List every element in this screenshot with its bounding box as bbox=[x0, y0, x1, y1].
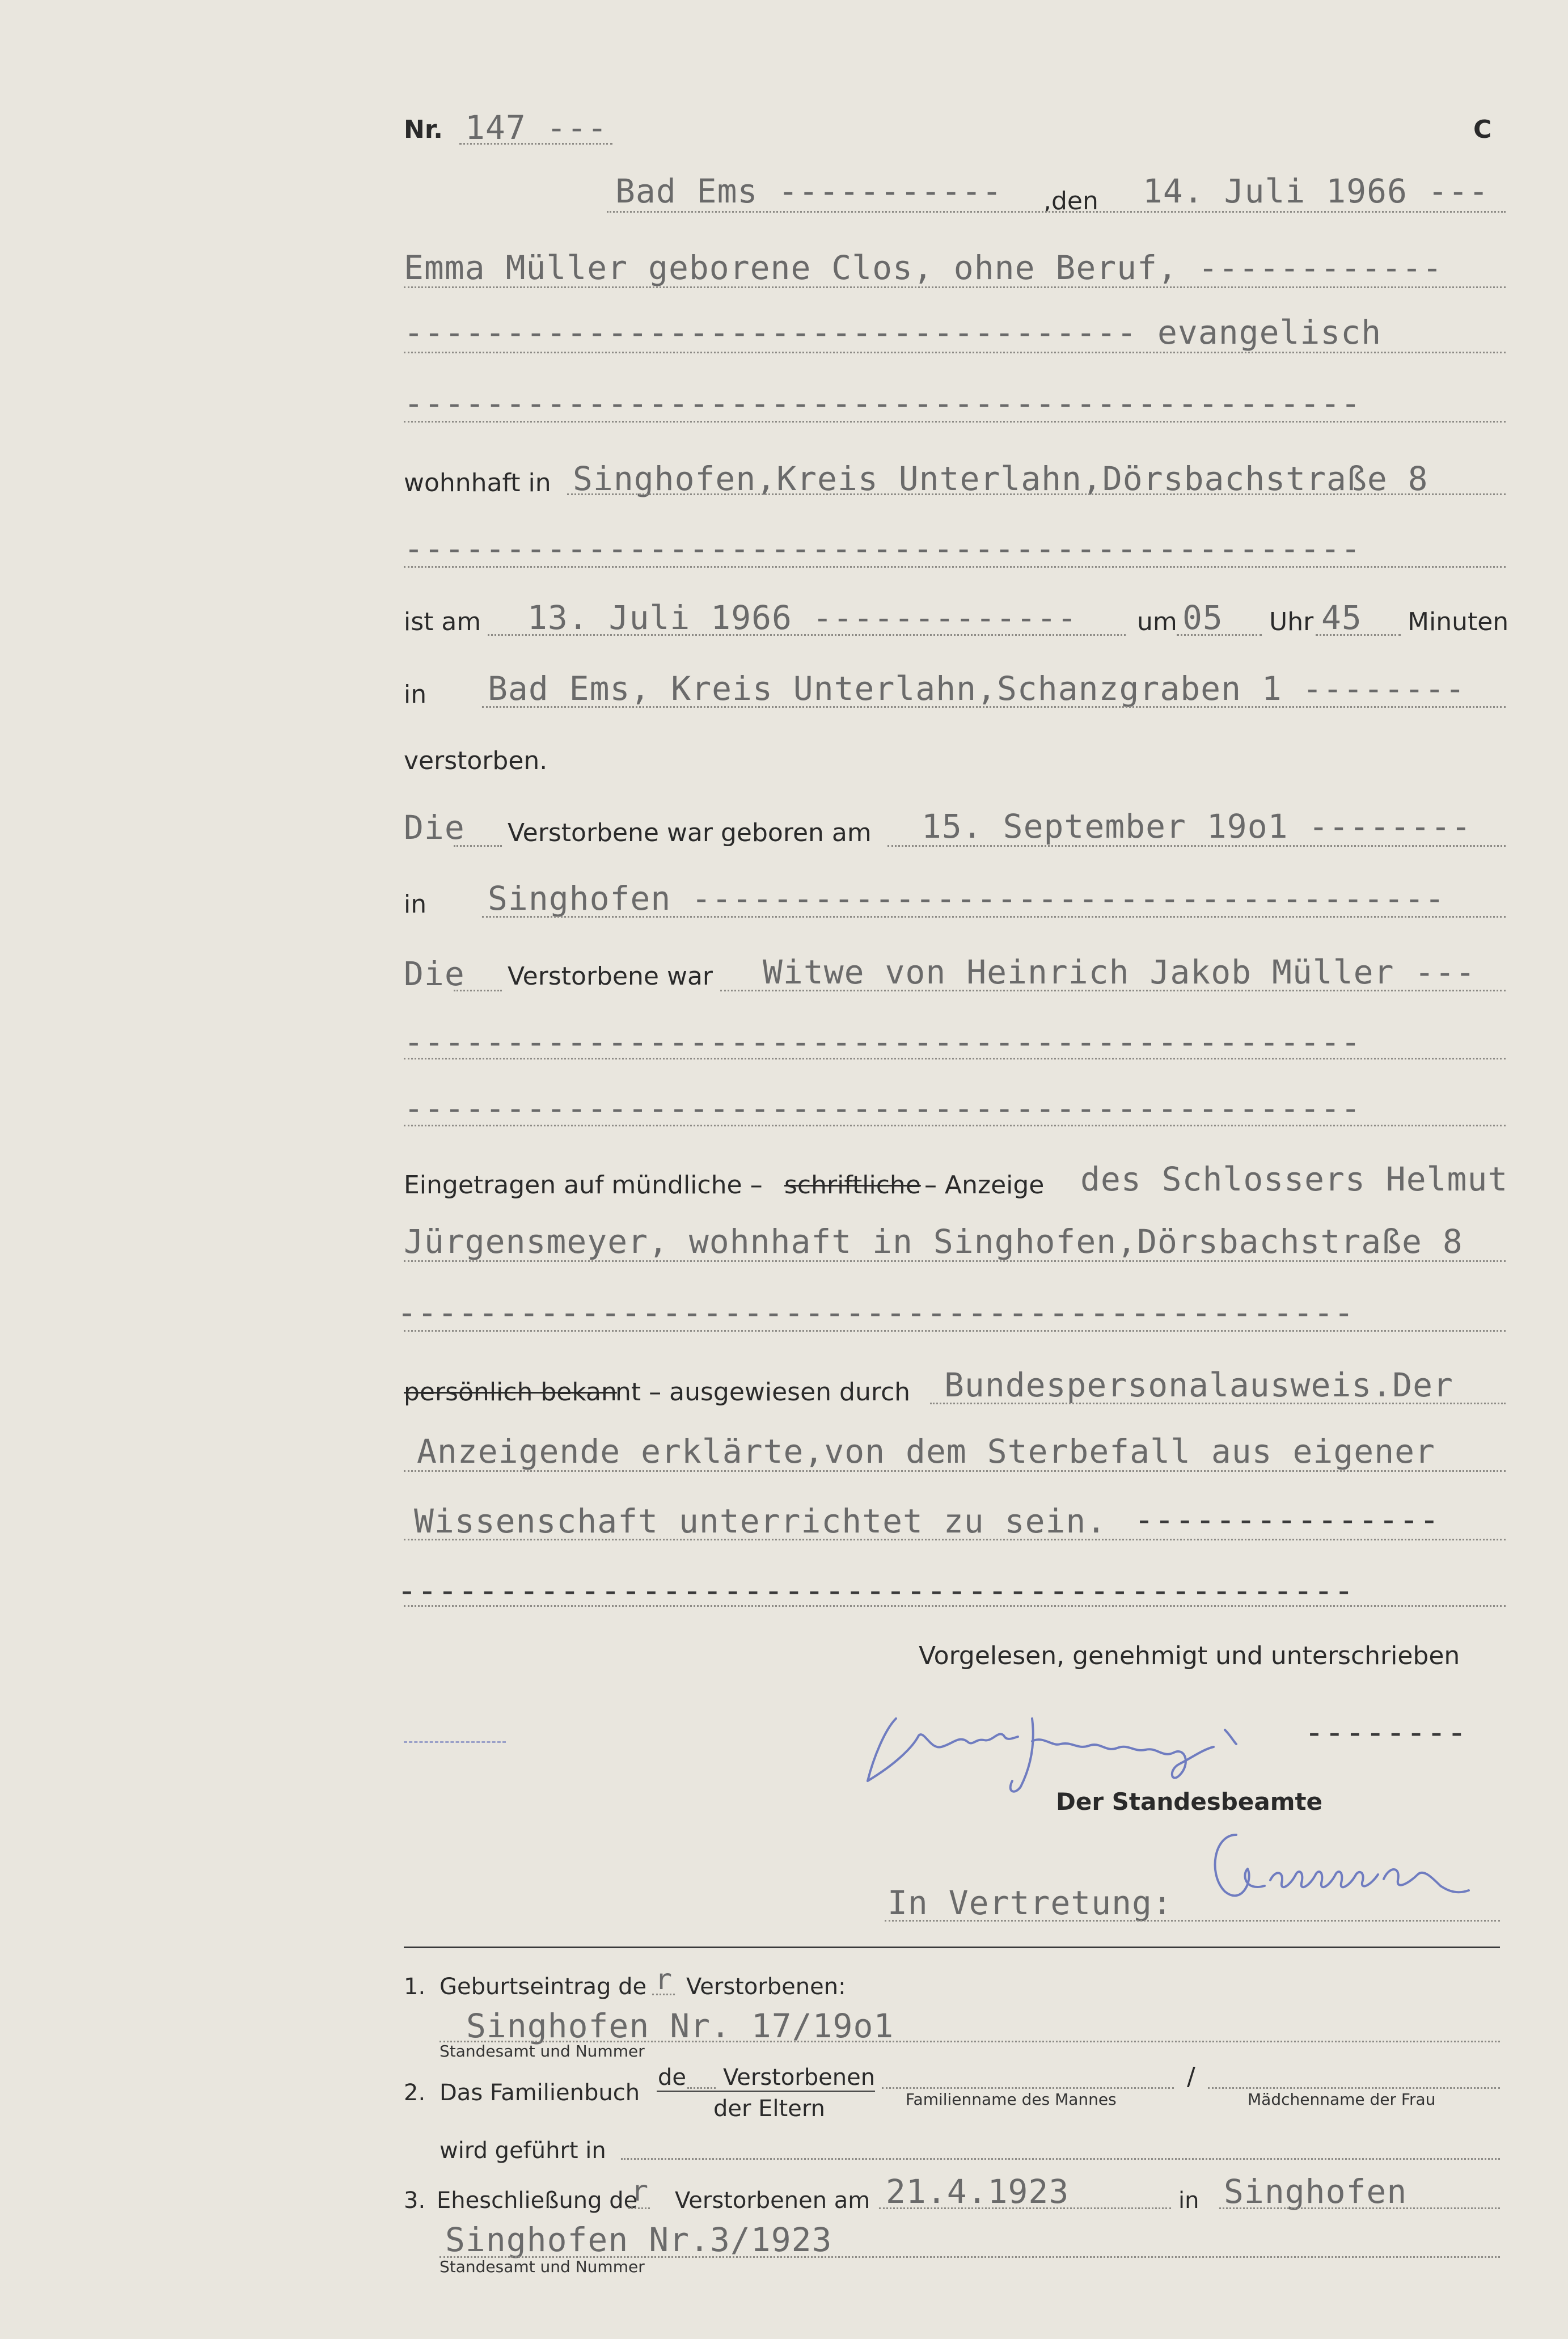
residence-value: Singhofen,Kreis Unterlahn,Dörsbachstraße 8 bbox=[573, 459, 1428, 498]
dotted-line bbox=[1177, 634, 1262, 636]
uhr-label: Uhr bbox=[1269, 607, 1314, 636]
item3-label-a: Eheschließung de bbox=[437, 2188, 638, 2214]
um-label: um bbox=[1137, 607, 1177, 636]
minuten-label: Minuten bbox=[1408, 607, 1509, 636]
die-2: Die bbox=[404, 955, 465, 993]
dotted-line bbox=[887, 845, 1506, 847]
item1-typed-r: r bbox=[655, 1963, 673, 1996]
identification-value-3: Wissenschaft unterrichtet zu sein. bbox=[414, 1502, 1107, 1540]
item3-place: Singhofen bbox=[1224, 2172, 1408, 2211]
dotted-line bbox=[1219, 2207, 1500, 2209]
den-label: ,den bbox=[1043, 187, 1098, 216]
item2-eltern: der Eltern bbox=[713, 2096, 825, 2122]
registrar-signature bbox=[1191, 1812, 1508, 1926]
dotted-line bbox=[879, 2207, 1171, 2209]
item2-verstorbenen: Verstorbenen bbox=[723, 2064, 876, 2091]
geboren-label: Verstorbene war geboren am bbox=[508, 818, 872, 847]
date: 14. Juli 1966 --- bbox=[1143, 172, 1489, 210]
read-approved-signed: Vorgelesen, genehmigt und unterschrieben bbox=[919, 1641, 1460, 1670]
death-in-label: in bbox=[404, 680, 427, 709]
dotted-line bbox=[621, 2158, 1500, 2160]
dotted-line bbox=[720, 990, 1506, 991]
item2-label: Das Familienbuch bbox=[439, 2080, 640, 2106]
residence-line-2: ----------------------------------------------- bbox=[404, 529, 1362, 568]
item3-value: Singhofen Nr.3/1923 bbox=[445, 2220, 832, 2259]
dotted-line bbox=[454, 990, 502, 991]
item3-label-b: Verstorbenen am bbox=[675, 2188, 870, 2214]
birth-place: Singhofen ------------------------------------- bbox=[488, 879, 1446, 918]
item2-wird: wird geführt in bbox=[439, 2138, 606, 2164]
report-value-2: Jürgensmeyer, wohnhaft in Singhofen,Dörsbachstraße 8 bbox=[404, 1222, 1463, 1261]
item1-value: Singhofen Nr. 17/19o1 bbox=[466, 2007, 894, 2045]
dotted-line bbox=[454, 845, 502, 847]
dotted-line bbox=[930, 1403, 1506, 1404]
item3-date: 21.4.1923 bbox=[886, 2172, 1070, 2211]
nr-label: Nr. bbox=[404, 115, 443, 144]
dotted-line bbox=[628, 2207, 650, 2209]
item3-sub: Standesamt und Nummer bbox=[439, 2257, 645, 2276]
report-label-b: – Anzeige bbox=[924, 1171, 1045, 1200]
report-line-3: ----------------------------------------------- bbox=[397, 1293, 1355, 1332]
death-hour: 05 bbox=[1182, 598, 1223, 637]
vertretung-label: In Vertretung: bbox=[887, 1884, 1173, 1922]
dotted-line bbox=[404, 421, 1506, 423]
death-place: Bad Ems, Kreis Unterlahn,Schanzgraben 1 -------- bbox=[488, 669, 1466, 708]
place-date-line bbox=[607, 211, 1506, 213]
form-letter: C bbox=[1473, 115, 1492, 144]
dotted-line bbox=[404, 352, 1506, 353]
status-line-2: ----------------------------------------------- bbox=[404, 1023, 1362, 1061]
identification-label: nt – ausgewiesen durch bbox=[615, 1378, 911, 1407]
item1-label-b: Verstorbenen: bbox=[686, 1974, 846, 2000]
identification-line-4: ----------------------------------------------- bbox=[397, 1571, 1355, 1610]
dotted-line bbox=[404, 1125, 1506, 1126]
person-line-1: Emma Müller geborene Clos, ohne Beruf, ------------ bbox=[404, 248, 1443, 287]
dotted-line bbox=[482, 706, 1506, 708]
dotted-line bbox=[404, 1470, 1506, 1472]
item1-label-a: Geburtseintrag de bbox=[439, 1974, 647, 2000]
death-minutes: 45 bbox=[1321, 598, 1362, 637]
status-value: Witwe von Heinrich Jakob Müller --- bbox=[763, 953, 1476, 991]
item3-typed-r: r bbox=[631, 2175, 649, 2207]
person-line-2: ------------------------------------ evangelisch bbox=[404, 313, 1382, 352]
ist-am-label: ist am bbox=[404, 607, 481, 636]
dotted-line bbox=[482, 916, 1506, 918]
dotted-line bbox=[1316, 634, 1401, 636]
dotted-line bbox=[404, 1058, 1506, 1059]
item1-sub: Standesamt und Nummer bbox=[439, 2042, 645, 2061]
dotted-line bbox=[1208, 2087, 1500, 2089]
identification-dashes: --------------- bbox=[1134, 1500, 1440, 1539]
item3-number: 3. bbox=[404, 2188, 426, 2214]
item2-mann: Familienname des Mannes bbox=[906, 2090, 1117, 2109]
item3-in: in bbox=[1178, 2188, 1199, 2214]
place: Bad Ems ----------- bbox=[615, 172, 1003, 210]
item2-fraction-line bbox=[657, 2091, 875, 2092]
item2-de: de bbox=[658, 2064, 686, 2091]
dotted-line bbox=[488, 634, 1126, 636]
dotted-line bbox=[404, 1260, 1506, 1262]
nr-value: 147 --- bbox=[465, 108, 608, 147]
death-date: 13. Juli 1966 ------------- bbox=[527, 598, 1077, 637]
identification-value-2: Anzeigende erklärte,von dem Sterbefall aus eigener bbox=[417, 1432, 1435, 1471]
footer-separator bbox=[404, 1947, 1500, 1948]
dotted-line bbox=[404, 1539, 1506, 1540]
status-label: Verstorbene war bbox=[508, 962, 713, 991]
dotted-line bbox=[404, 286, 1506, 288]
dotted-line bbox=[882, 2087, 1174, 2089]
dotted-line bbox=[404, 1330, 1506, 1332]
item2-number: 2. bbox=[404, 2080, 426, 2106]
dotted-line bbox=[885, 1920, 1500, 1922]
dotted-line bbox=[567, 493, 1506, 495]
identification-value-1: Bundespersonalausweis.Der bbox=[944, 1366, 1453, 1404]
left-faint-line bbox=[404, 1741, 506, 1743]
item2-slash: / bbox=[1187, 2062, 1195, 2091]
dotted-line bbox=[652, 1994, 675, 1995]
die-1: Die bbox=[404, 808, 465, 847]
signature-dashes: -------- bbox=[1304, 1713, 1468, 1751]
birth-date: 15. September 19o1 -------- bbox=[922, 807, 1472, 846]
person-line-3: ----------------------------------------------- bbox=[404, 384, 1362, 423]
nr-dotted-line bbox=[459, 143, 612, 145]
report-label-a: Eingetragen auf mündliche – bbox=[404, 1171, 763, 1200]
dotted-line bbox=[404, 566, 1506, 568]
verstorben-label: verstorben. bbox=[404, 746, 548, 775]
dotted-line bbox=[404, 1605, 1506, 1607]
registrar-title: Der Standesbeamte bbox=[1056, 1788, 1323, 1816]
status-line-3: ----------------------------------------------- bbox=[404, 1089, 1362, 1128]
wohnhaft-label: wohnhaft in bbox=[404, 468, 551, 497]
item2-frau: Mädchenname der Frau bbox=[1248, 2090, 1436, 2109]
item1-number: 1. bbox=[404, 1974, 426, 2000]
report-label-struck: schriftliche bbox=[784, 1171, 921, 1200]
birth-in-label: in bbox=[404, 890, 427, 919]
report-value-1: des Schlossers Helmut bbox=[1080, 1160, 1508, 1198]
dotted-line bbox=[687, 2087, 716, 2089]
identification-struck: persönlich bekan bbox=[404, 1378, 617, 1407]
